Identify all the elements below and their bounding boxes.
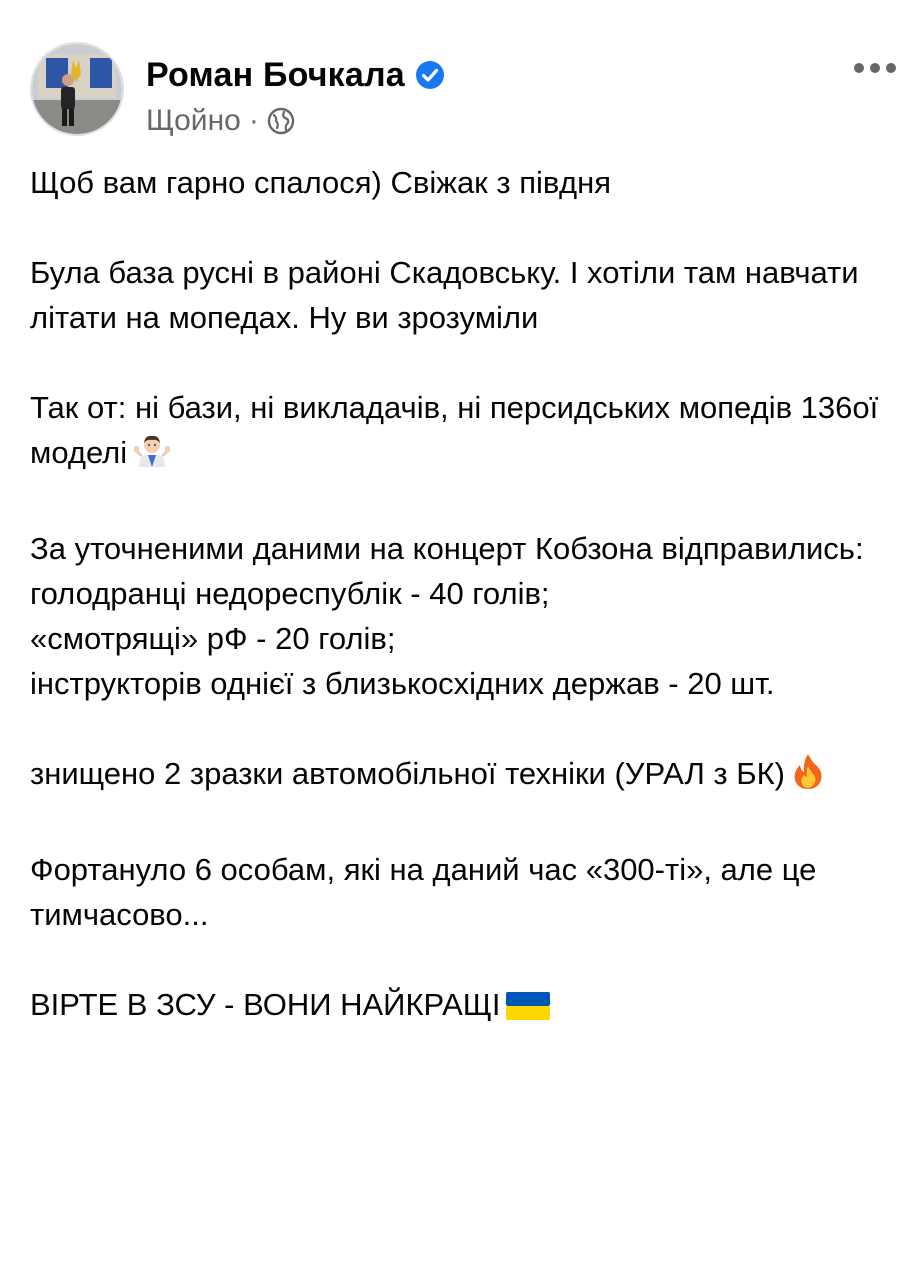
shrug-emoji	[133, 431, 171, 481]
post-text	[30, 160, 890, 1033]
paragraph-text: Фортануло 6 особам, які на даний час «300-ті», але це тимчасово...	[30, 852, 826, 932]
post-paragraph-7	[30, 982, 890, 1033]
ukraine-flag-emoji	[506, 988, 550, 1033]
post-paragraph-5	[30, 751, 890, 802]
verified-badge-icon	[415, 60, 445, 90]
author-name[interactable]: Роман Бочкала	[146, 55, 405, 94]
paragraph-text: Так от: ні бази, ні викладачів, ні персидських мопедів 136ої моделі	[30, 390, 887, 470]
post-header	[0, 0, 922, 150]
post-meta	[146, 103, 295, 139]
paragraph-text: знищено 2 зразки автомобільної техніки (УРАЛ з БК)	[30, 756, 785, 791]
post-timestamp[interactable]: Щойно	[146, 104, 241, 137]
paragraph-text: Щоб вам гарно спалося) Свіжак з півдня	[30, 165, 611, 200]
paragraph-text: За уточненими даними на концерт Кобзона відправились: голодранці недореспублік - 40 голів; «смотрящі» рФ - 20 голів; інструкторів однієї з близькосхідних держав - 20 шт.	[30, 531, 864, 701]
meta-separator: ·	[248, 104, 259, 137]
post-paragraph-3	[30, 385, 890, 481]
more-options-icon[interactable]	[852, 56, 898, 80]
post-paragraph-2	[30, 250, 890, 340]
post-paragraph-4	[30, 526, 890, 706]
author-avatar[interactable]	[30, 42, 124, 136]
post-paragraph-6	[30, 847, 890, 937]
fire-emoji	[791, 752, 825, 802]
author-line	[146, 52, 445, 98]
paragraph-text: ВІРТЕ В ЗСУ - ВОНИ НАЙКРАЩІ	[30, 987, 501, 1022]
paragraph-text: Була база русні в районі Скадовську. І хотіли там навчати літати на мопедах. Ну ви зрозуміли	[30, 255, 868, 335]
post-paragraph-1	[30, 160, 890, 205]
globe-icon[interactable]	[267, 107, 295, 135]
